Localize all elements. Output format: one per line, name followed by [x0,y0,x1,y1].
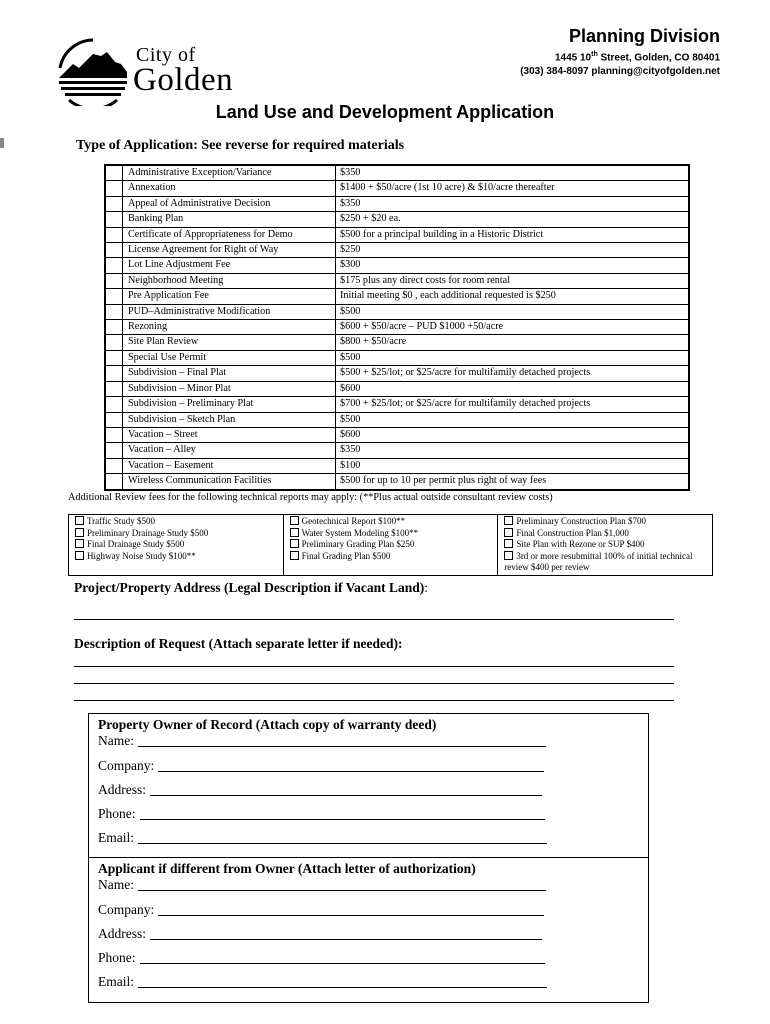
fee-row [105,196,689,211]
field-email [98,974,547,990]
checkbox-icon[interactable] [504,516,513,525]
fee-row [105,397,689,412]
fee-type-name: Annexation [123,181,336,196]
fee-row [105,335,689,350]
fee-row [105,212,689,227]
field-company [98,902,544,918]
fee-type-name: License Agreement for Right of Way [123,243,336,258]
project-address-label: Project/Property Address (Legal Description if Vacant Land): [74,580,428,595]
fee-checkbox[interactable] [105,381,123,396]
fee-checkbox[interactable] [105,258,123,273]
fee-checkbox[interactable] [105,427,123,442]
fee-type-name: Subdivision – Minor Plat [123,381,336,396]
applicant-section-title: Applicant if different from Owner (Attach letter of authorization) [98,861,476,876]
logo-golden: Golden [133,62,234,98]
page-edge-marker [0,138,4,148]
fee-type-name: Lot Line Adjustment Fee [123,258,336,273]
fee-type-name: Appeal of Administrative Decision [123,196,336,211]
field-phone [98,950,545,966]
fee-row [105,304,689,319]
fee-checkbox[interactable] [105,397,123,412]
fee-checkbox[interactable] [105,304,123,319]
fee-amount: $250 [336,243,690,258]
field-label: Company: [98,902,155,917]
fee-row [105,243,689,258]
fee-row [105,458,689,473]
division-title: Planning Division [568,26,720,46]
tech-report-label: Water System Modeling $100** [301,527,419,538]
fee-amount: $175 plus any direct costs for room rental [336,273,690,288]
logo-city-of: City of [136,44,196,66]
checkbox-icon[interactable] [290,539,299,548]
fee-amount: Initial meeting $0 , each additional requested is $250 [336,289,690,304]
fee-row [105,427,689,442]
field-address [98,782,542,798]
tech-report-column [69,515,284,576]
fee-type-name: Banking Plan [123,212,336,227]
fee-checkbox[interactable] [105,412,123,427]
fee-row [105,181,689,196]
tech-report-item[interactable] [290,528,494,540]
field-input-line[interactable] [138,878,546,891]
fee-amount: $500 [336,350,690,365]
checkbox-icon[interactable] [75,528,84,537]
division-contact: (303) 384-8097 planning@cityofgolden.net [520,66,720,77]
tech-report-item[interactable] [290,539,494,551]
form-title: Land Use and Development Application [215,102,555,122]
fee-checkbox[interactable] [105,443,123,458]
fee-type-name: Special Use Permit [123,350,336,365]
additional-review-note: Additional Review fees for the following technical reports may apply: (**Plus actual outside consultant review costs) [68,492,553,503]
fee-row [105,289,689,304]
field-label: Phone: [98,806,136,821]
fee-type-name: Rezoning [123,320,336,335]
fee-checkbox[interactable] [105,289,123,304]
tech-report-item[interactable] [75,551,279,563]
tech-report-label: Preliminary Grading Plan $250 [301,539,415,550]
checkbox-icon[interactable] [75,551,84,560]
fee-amount: $350 [336,443,690,458]
field-input-line[interactable] [158,759,544,772]
fee-amount: $700 + $25/lot; or $25/acre for multifamily detached projects [336,397,690,412]
tech-report-item[interactable] [75,539,279,551]
fee-row [105,443,689,458]
fee-checkbox[interactable] [105,243,123,258]
field-name [98,877,546,893]
tech-report-item[interactable] [504,528,708,540]
fee-checkbox[interactable] [105,350,123,365]
fee-row [105,320,689,335]
tech-report-label: 3rd or more resubmittal 100% of initial technical review $400 per review [504,550,693,573]
fee-type-name: Pre Application Fee [123,289,336,304]
checkbox-icon[interactable] [504,551,513,560]
checkbox-icon[interactable] [504,539,513,548]
fee-amount: $800 + $50/acre [336,335,690,350]
owner-applicant-box [88,713,649,1003]
fee-type-name: Administrative Exception/Variance [123,165,336,181]
fee-checkbox[interactable] [105,474,123,490]
fee-checkbox[interactable] [105,366,123,381]
field-input-line[interactable] [138,734,546,747]
fee-amount: $500 for a principal building in a Historic District [336,227,690,242]
fee-amount: $500 + $25/lot; or $25/acre for multifamily detached projects [336,366,690,381]
tech-report-label: Highway Noise Study $100** [87,550,196,561]
tech-report-label: Preliminary Construction Plan $700 [516,516,647,526]
fee-amount: $350 [336,165,690,181]
tech-report-label: Final Grading Plan $500 [301,550,391,561]
fee-row [105,412,689,427]
tech-report-item[interactable] [504,539,708,551]
field-email [98,830,547,846]
fee-amount: $500 [336,304,690,319]
fee-type-name: Subdivision – Final Plat [123,366,336,381]
tech-report-item[interactable] [75,516,279,528]
tech-report-item[interactable] [504,551,708,574]
tech-report-column [498,515,713,576]
fee-amount: $500 [336,412,690,427]
fee-checkbox[interactable] [105,458,123,473]
fee-type-name: Subdivision – Preliminary Plat [123,397,336,412]
fee-checkbox[interactable] [105,181,123,196]
fee-amount: $500 for up to 10 per permit plus right of way fees [336,474,690,490]
checkbox-icon[interactable] [290,528,299,537]
fee-checkbox[interactable] [105,273,123,288]
fee-amount: $300 [336,258,690,273]
fee-type-name: PUD–Administrative Modification [123,304,336,319]
application-type-heading: Type of Application: See reverse for required materials [76,138,405,153]
fee-amount: $600 [336,381,690,396]
fee-row [105,273,689,288]
fee-type-name: Site Plan Review [123,335,336,350]
field-label: Phone: [98,950,136,965]
field-label: Email: [98,974,134,989]
checkbox-icon[interactable] [504,528,513,537]
division-address: 1445 10th Street, Golden, CO 80401 [554,51,720,64]
field-company [98,758,544,774]
field-address [98,926,542,942]
tech-report-label: Site Plan with Rezone or SUP $400 [516,539,645,550]
tech-report-item[interactable] [290,516,494,528]
application-fee-table [104,164,690,491]
checkbox-icon[interactable] [290,551,299,560]
field-input-line[interactable] [150,927,542,940]
fee-checkbox[interactable] [105,212,123,227]
description-line[interactable] [74,700,674,701]
fee-amount: $350 [336,196,690,211]
fee-amount: $600 [336,427,690,442]
fee-row [105,227,689,242]
fee-type-name: Subdivision – Sketch Plan [123,412,336,427]
field-input-line[interactable] [140,807,545,820]
fee-checkbox[interactable] [105,227,123,242]
description-line[interactable] [74,666,674,667]
checkbox-icon[interactable] [75,516,84,525]
fee-type-name: Certificate of Appropriateness for Demo [123,227,336,242]
field-input-line[interactable] [158,903,544,916]
field-label: Email: [98,830,134,845]
fee-row [105,381,689,396]
fee-type-name: Vacation – Alley [123,443,336,458]
field-label: Name: [98,733,134,748]
tech-report-item[interactable] [504,516,708,528]
fee-checkbox[interactable] [105,320,123,335]
project-address-line[interactable] [74,619,674,620]
fee-row [105,474,689,490]
field-label: Company: [98,758,155,773]
tech-report-label: Preliminary Drainage Study $500 [87,527,209,538]
tech-report-item[interactable] [75,528,279,540]
field-label: Name: [98,877,134,892]
fee-amount: $100 [336,458,690,473]
field-input-line[interactable] [138,831,547,844]
field-label: Address: [98,926,146,941]
fee-amount: $250 + $20 ea. [336,212,690,227]
fee-row [105,165,689,181]
tech-report-label: Final Construction Plan $1,000 [516,527,629,538]
checkbox-icon[interactable] [75,539,84,548]
field-name [98,733,546,749]
technical-reports-table [68,514,713,576]
fee-checkbox[interactable] [105,165,123,181]
section-divider [89,857,648,858]
tech-report-label: Geotechnical Report $100** [301,516,406,526]
fee-amount: $1400 + $50/acre (1st 10 acre) & $10/acre thereafter [336,181,690,196]
fee-type-name: Vacation – Easement [123,458,336,473]
fee-checkbox[interactable] [105,335,123,350]
fee-type-name: Wireless Communication Facilities [123,474,336,490]
tech-report-label: Final Drainage Study $500 [87,539,185,550]
fee-row [105,258,689,273]
fee-type-name: Neighborhood Meeting [123,273,336,288]
fee-row [105,350,689,365]
checkbox-icon[interactable] [290,516,299,525]
field-input-line[interactable] [140,951,545,964]
description-line[interactable] [74,683,674,684]
fee-amount: $600 + $50/acre – PUD $1000 +50/acre [336,320,690,335]
tech-report-item[interactable] [290,551,494,563]
description-label: Description of Request (Attach separate letter if needed): [74,636,403,651]
fee-type-name: Vacation – Street [123,427,336,442]
fee-checkbox[interactable] [105,196,123,211]
tech-report-label: Traffic Study $500 [87,516,156,526]
field-input-line[interactable] [138,975,547,988]
city-logo-mountain-icon [55,38,131,106]
owner-section-title: Property Owner of Record (Attach copy of warranty deed) [98,717,437,732]
fee-row [105,366,689,381]
tech-report-column [283,515,498,576]
field-phone [98,806,545,822]
field-label: Address: [98,782,146,797]
field-input-line[interactable] [150,783,542,796]
